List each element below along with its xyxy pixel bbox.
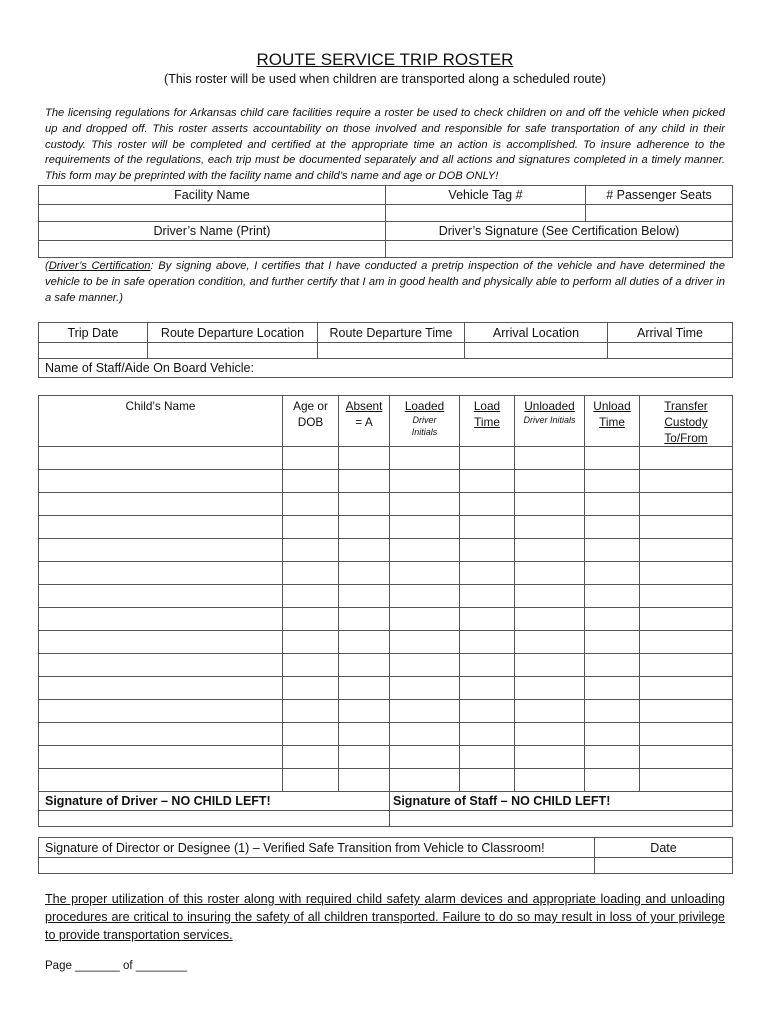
driver-signature-field[interactable] [386, 241, 733, 258]
date-header: Date [595, 838, 733, 858]
load-time-cell[interactable] [460, 493, 515, 516]
absent-cell[interactable] [339, 539, 390, 562]
age-dob-cell[interactable] [283, 700, 339, 723]
unloaded-cell[interactable] [515, 447, 585, 470]
absent-cell[interactable] [339, 608, 390, 631]
absent-cell[interactable] [339, 585, 390, 608]
departure-time-header: Route Departure Time [318, 323, 465, 343]
unloaded-cell[interactable] [515, 700, 585, 723]
load-time-cell[interactable] [460, 700, 515, 723]
unload-time-header [585, 396, 640, 447]
age-dob-header [283, 396, 339, 447]
vehicle-tag-field[interactable] [386, 205, 586, 222]
staff-signature-field[interactable] [390, 811, 733, 827]
age-dob-cell[interactable] [283, 746, 339, 769]
loaded-cell[interactable] [390, 539, 460, 562]
age-dob-cell[interactable] [283, 654, 339, 677]
loaded-cell[interactable] [390, 585, 460, 608]
transfer-custody-cell[interactable] [640, 470, 733, 493]
transfer-custody-cell[interactable] [640, 677, 733, 700]
load-time-cell[interactable] [460, 447, 515, 470]
unloaded-header [515, 396, 585, 447]
unloaded-cell[interactable] [515, 723, 585, 746]
driver-signature-header: Driver’s Signature (See Certification Below) [386, 222, 733, 241]
table-row [39, 700, 733, 723]
child-name-cell[interactable] [39, 677, 283, 700]
transfer-custody-cell[interactable] [640, 562, 733, 585]
load-time-cell[interactable] [460, 585, 515, 608]
director-table [38, 837, 733, 874]
unload-time-cell[interactable] [585, 654, 640, 677]
child-name-header: Child’s Name [39, 396, 283, 447]
unload-time-cell[interactable] [585, 470, 640, 493]
child-name-cell[interactable] [39, 493, 283, 516]
table-row [39, 654, 733, 677]
unloaded-cell[interactable] [515, 769, 585, 792]
staff-signature-no-child-left[interactable] [390, 792, 733, 811]
table-row [39, 447, 733, 470]
loaded-header-title: Loaded [404, 399, 445, 413]
child-roster-table [38, 395, 733, 827]
age-dob-cell[interactable] [283, 631, 339, 654]
age-dob-cell[interactable] [283, 769, 339, 792]
transfer-custody-cell[interactable] [640, 447, 733, 470]
unloaded-header-title: Unloaded [524, 399, 575, 413]
table-row [39, 608, 733, 631]
absent-cell[interactable] [339, 723, 390, 746]
age-dob-cell[interactable] [283, 493, 339, 516]
unloaded-cell[interactable] [515, 493, 585, 516]
staff-signature-label: Signature of Staff – NO CHILD LEFT! [393, 794, 611, 808]
child-name-cell[interactable] [39, 447, 283, 470]
driver-certification [45, 258, 725, 306]
unload-time-cell[interactable] [585, 677, 640, 700]
loaded-header [390, 396, 460, 447]
absent-cell[interactable] [339, 746, 390, 769]
certification-text: : By signing above, I certifies that I have conducted a pretrip inspection of the vehicle and have determined the vehicle to be in safe operation condition, and further certify that I am in good health and physically able to perform all duties of a driver in a safe manner.) [45, 260, 725, 304]
transfer-custody-cell[interactable] [640, 700, 733, 723]
child-name-cell[interactable] [39, 769, 283, 792]
transfer-custody-cell[interactable] [640, 585, 733, 608]
driver-name-field[interactable] [39, 241, 386, 258]
page-title: ROUTE SERVICE TRIP ROSTER [256, 50, 514, 69]
transfer-custody-cell[interactable] [640, 654, 733, 677]
absent-cell[interactable] [339, 562, 390, 585]
transfer-custody-cell[interactable] [640, 631, 733, 654]
trip-date-header: Trip Date [39, 323, 148, 343]
loaded-cell[interactable] [390, 562, 460, 585]
child-name-cell[interactable] [39, 746, 283, 769]
director-signature-blank[interactable] [39, 858, 595, 874]
load-time-cell[interactable] [460, 539, 515, 562]
driver-name-header: Driver’s Name (Print) [39, 222, 386, 241]
transfer-custody-cell[interactable] [640, 723, 733, 746]
transfer-custody-cell[interactable] [640, 769, 733, 792]
load-time-cell[interactable] [460, 654, 515, 677]
transfer-custody-cell[interactable] [640, 539, 733, 562]
load-time-cell[interactable] [460, 677, 515, 700]
loaded-cell[interactable] [390, 447, 460, 470]
driver-signature-no-child-left[interactable] [39, 792, 390, 811]
transfer-custody-cell[interactable] [640, 516, 733, 539]
table-row [39, 677, 733, 700]
certification-label: (Driver’s Certification [45, 260, 151, 272]
child-name-cell[interactable] [39, 723, 283, 746]
departure-time-field[interactable] [318, 343, 465, 359]
unload-time-cell[interactable] [585, 700, 640, 723]
unloaded-cell[interactable] [515, 585, 585, 608]
age-header-line-2: DOB [297, 415, 324, 429]
trip-date-field[interactable] [39, 343, 148, 359]
loaded-cell[interactable] [390, 516, 460, 539]
date-field[interactable] [595, 858, 733, 874]
page-subtitle: (This roster will be used when children are transported along a scheduled route) [164, 72, 606, 86]
table-row [39, 746, 733, 769]
unload-time-cell[interactable] [585, 769, 640, 792]
child-name-cell[interactable] [39, 470, 283, 493]
unloaded-cell[interactable] [515, 562, 585, 585]
unload-time-header-line-1: Unload [593, 399, 631, 413]
absent-cell[interactable] [339, 516, 390, 539]
facility-table [38, 185, 733, 258]
transfer-header-line-3: To/From [664, 431, 708, 445]
director-signature-label: Signature of Director or Designee (1) – Verified Safe Transition from Vehicle to Classroom! [45, 840, 545, 855]
load-time-cell[interactable] [460, 769, 515, 792]
load-time-cell[interactable] [460, 608, 515, 631]
absent-cell[interactable] [339, 700, 390, 723]
unload-time-cell[interactable] [585, 562, 640, 585]
age-dob-cell[interactable] [283, 447, 339, 470]
age-dob-cell[interactable] [283, 608, 339, 631]
staff-aide-field[interactable] [39, 359, 733, 378]
staff-aide-label: Name of Staff/Aide On Board Vehicle: [45, 361, 254, 375]
unloaded-cell[interactable] [515, 470, 585, 493]
child-name-cell[interactable] [39, 562, 283, 585]
age-dob-cell[interactable] [283, 470, 339, 493]
table-row [39, 539, 733, 562]
age-dob-cell[interactable] [283, 585, 339, 608]
unloaded-cell[interactable] [515, 654, 585, 677]
unload-time-cell[interactable] [585, 631, 640, 654]
unload-time-header-line-2: Time [599, 415, 625, 429]
child-name-cell[interactable] [39, 516, 283, 539]
departure-location-header: Route Departure Location [148, 323, 318, 343]
load-time-cell[interactable] [460, 631, 515, 654]
transfer-header-line-2: Custody [664, 415, 708, 429]
roster-rows [39, 447, 733, 792]
table-row [39, 493, 733, 516]
intro-paragraph: The licensing regulations for Arkansas child care facilities require a roster be used to check children on and off the vehicle when picked up and dropped off. This roster asserts accountability on those involved and responsible for safe transportation of any child in their custody. This roster will be completed and certified at the appropriate time an action is accomplished. To insure adherence to the requirements of the regulations, each trip must be documented separately and all actions and signatures completed in a timely manner. This form may be preprinted with the facility name and child’s name and age or DOB ONLY! [45, 107, 725, 183]
loaded-cell[interactable] [390, 746, 460, 769]
absent-header-line-1: Absent [345, 399, 383, 413]
passenger-seats-field[interactable] [586, 205, 733, 222]
age-header-line-1: Age or [293, 399, 328, 413]
absent-header-line-2: = A [355, 415, 373, 429]
child-name-cell[interactable] [39, 700, 283, 723]
director-signature-field[interactable] [39, 838, 595, 858]
absent-cell[interactable] [339, 631, 390, 654]
load-time-header-line-2: Time [474, 415, 500, 429]
transfer-header-line-1: Transfer [664, 399, 708, 413]
load-time-cell[interactable] [460, 723, 515, 746]
page-number: Page _______ of ________ [45, 960, 187, 972]
footer-warning: The proper utilization of this roster along with required child safety alarm devices and appropriate loading and unloading procedures are critical to insuring the safety of all children transported. Failure to do so may result in loss of your privilege to provide transportation services. [45, 892, 725, 942]
load-time-cell[interactable] [460, 516, 515, 539]
load-time-cell[interactable] [460, 746, 515, 769]
child-name-cell[interactable] [39, 539, 283, 562]
unloaded-cell[interactable] [515, 746, 585, 769]
unload-time-cell[interactable] [585, 447, 640, 470]
unloaded-cell[interactable] [515, 516, 585, 539]
departure-location-field[interactable] [148, 343, 318, 359]
load-time-header [460, 396, 515, 447]
age-dob-cell[interactable] [283, 539, 339, 562]
transfer-custody-cell[interactable] [640, 608, 733, 631]
arrival-location-header: Arrival Location [465, 323, 608, 343]
unload-time-cell[interactable] [585, 723, 640, 746]
unloaded-cell[interactable] [515, 631, 585, 654]
passenger-seats-header: # Passenger Seats [586, 186, 733, 205]
unload-time-cell[interactable] [585, 608, 640, 631]
loaded-header-sub-1: Driver [412, 415, 437, 425]
load-time-cell[interactable] [460, 470, 515, 493]
loaded-cell[interactable] [390, 654, 460, 677]
facility-name-header: Facility Name [39, 186, 386, 205]
loaded-cell[interactable] [390, 769, 460, 792]
child-name-cell[interactable] [39, 631, 283, 654]
absent-header [339, 396, 390, 447]
absent-cell[interactable] [339, 447, 390, 470]
table-row [39, 723, 733, 746]
arrival-location-field[interactable] [465, 343, 608, 359]
trip-table [38, 322, 733, 378]
absent-cell[interactable] [339, 654, 390, 677]
child-name-cell[interactable] [39, 608, 283, 631]
absent-cell[interactable] [339, 493, 390, 516]
transfer-custody-cell[interactable] [640, 493, 733, 516]
absent-cell[interactable] [339, 677, 390, 700]
loaded-cell[interactable] [390, 470, 460, 493]
load-time-header-line-1: Load [473, 399, 501, 413]
loaded-cell[interactable] [390, 631, 460, 654]
absent-cell[interactable] [339, 769, 390, 792]
table-row [39, 631, 733, 654]
loaded-cell[interactable] [390, 700, 460, 723]
loaded-header-sub-2: Initials [411, 427, 438, 437]
unload-time-cell[interactable] [585, 539, 640, 562]
transfer-custody-header [640, 396, 733, 447]
absent-cell[interactable] [339, 470, 390, 493]
facility-name-field[interactable] [39, 205, 386, 222]
unload-time-cell[interactable] [585, 585, 640, 608]
unloaded-header-sub: Driver Initials [523, 415, 576, 425]
loaded-cell[interactable] [390, 493, 460, 516]
unloaded-cell[interactable] [515, 539, 585, 562]
child-name-cell[interactable] [39, 585, 283, 608]
table-row [39, 470, 733, 493]
table-row [39, 516, 733, 539]
arrival-time-field[interactable] [608, 343, 733, 359]
age-dob-cell[interactable] [283, 677, 339, 700]
age-dob-cell[interactable] [283, 723, 339, 746]
table-row [39, 585, 733, 608]
load-time-cell[interactable] [460, 562, 515, 585]
age-dob-cell[interactable] [283, 562, 339, 585]
vehicle-tag-header: Vehicle Tag # [386, 186, 586, 205]
transfer-custody-cell[interactable] [640, 746, 733, 769]
driver-signature-field[interactable] [39, 811, 390, 827]
arrival-time-header: Arrival Time [608, 323, 733, 343]
driver-signature-label: Signature of Driver – NO CHILD LEFT! [45, 794, 271, 808]
age-dob-cell[interactable] [283, 516, 339, 539]
loaded-cell[interactable] [390, 608, 460, 631]
unload-time-cell[interactable] [585, 516, 640, 539]
unload-time-cell[interactable] [585, 493, 640, 516]
loaded-cell[interactable] [390, 677, 460, 700]
unloaded-cell[interactable] [515, 677, 585, 700]
table-row [39, 562, 733, 585]
child-name-cell[interactable] [39, 654, 283, 677]
unloaded-cell[interactable] [515, 608, 585, 631]
loaded-cell[interactable] [390, 723, 460, 746]
table-row [39, 769, 733, 792]
unload-time-cell[interactable] [585, 746, 640, 769]
